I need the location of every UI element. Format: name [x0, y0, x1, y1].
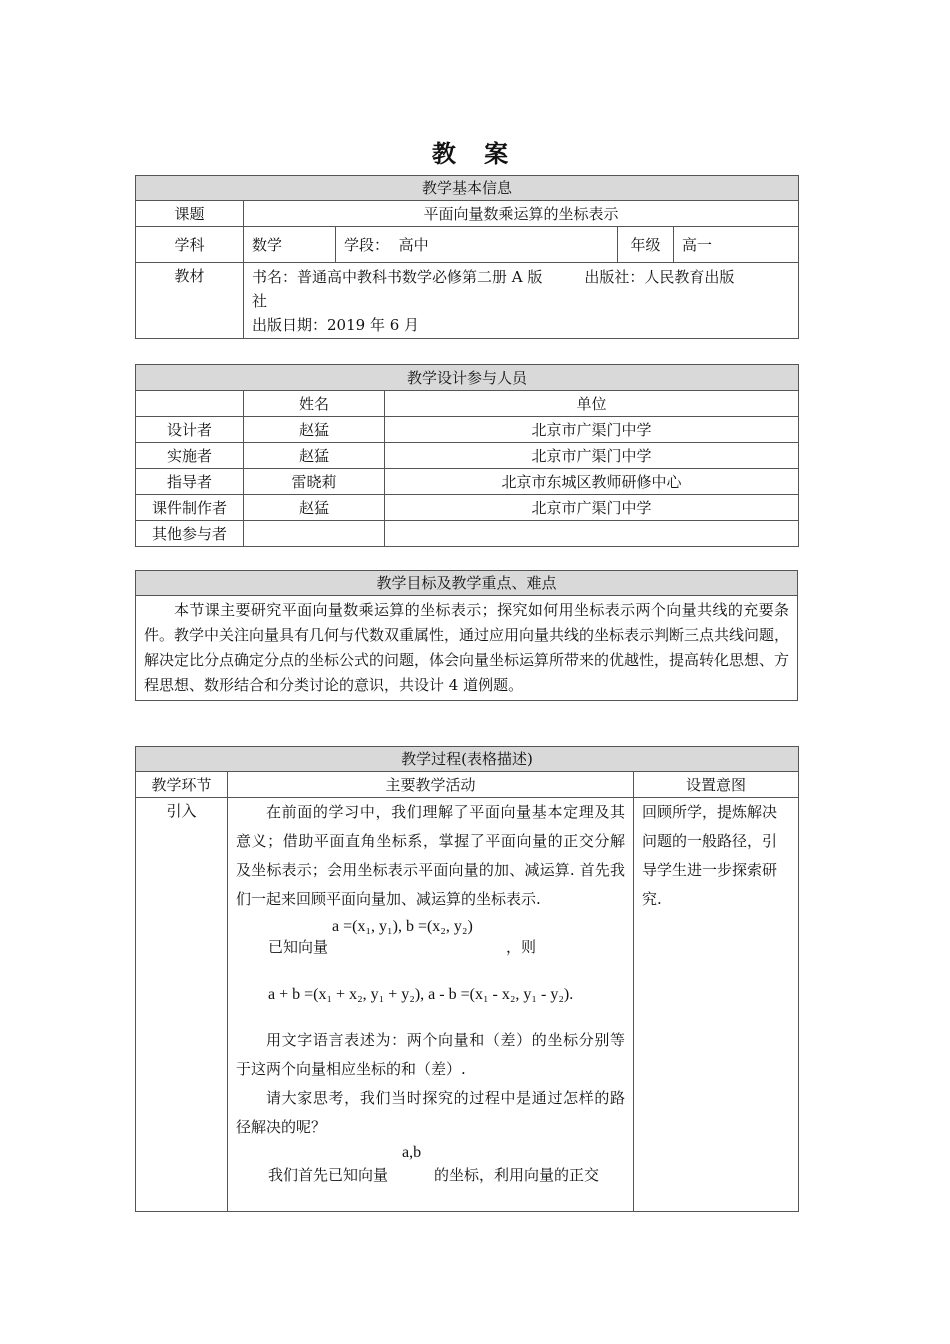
stage-cell [336, 227, 618, 263]
goals-paragraph: 本节课主要研究平面向量数乘运算的坐标表示；探究如何用坐标表示两个向量共线的充要条件。教学中关注向量具有几何与代数双重属性，通过应用向量共线的坐标表示判断三点共线问题，解决定比分点确定分点的坐标公式的问题，体会向量坐标运算所带来的优越性，提高转化思想、方程思想、数形结合和分类讨论的意识，共设计 4 道例题。 [144, 601, 790, 694]
table-row [136, 495, 799, 521]
staff-name [244, 521, 385, 547]
staff-unit: 北京市广渠门中学 [385, 495, 799, 521]
para4-prefix: 我们首先已知向量 [268, 1166, 389, 1184]
topic-label: 课题 [136, 201, 244, 227]
process-header: 教学过程(表格描述) [136, 747, 799, 772]
textbook-name: 书名：普通高中教科书数学必修第二册 A 版 [252, 268, 543, 286]
activity-para-2: 用文字语言表述为：两个向量和（差）的坐标分别等于这两个向量相应坐标的和（差）. [236, 1031, 625, 1078]
staff-role: 实施者 [136, 443, 244, 469]
process-activity [228, 798, 634, 1212]
para4-line [236, 1142, 625, 1194]
process-intent [634, 798, 799, 1212]
staff-table [135, 364, 799, 547]
known-formula: a =(x₁, y₁), b =(x₂, y₂) [332, 918, 473, 935]
table-row [136, 521, 799, 547]
staff-unit [385, 521, 799, 547]
staff-role: 指导者 [136, 469, 244, 495]
staff-header-blank [136, 391, 244, 417]
activity-para-1: 在前面的学习中，我们理解了平面向量基本定理及其意义；借助平面直角坐标系，掌握了平面向量的正交分解及坐标表示；会用坐标表示平面向量的加、减运算. 首先我们一起来回顾平面向量加、减运算的坐标表示. [236, 803, 625, 908]
sum-formula-line [236, 966, 625, 1026]
basic-info-table [135, 175, 799, 339]
known-vectors-line [236, 914, 625, 966]
process-col-intent: 设置意图 [634, 772, 799, 798]
grade-value: 高一 [674, 227, 799, 263]
subject-label: 学科 [136, 227, 244, 263]
process-stage: 引入 [136, 798, 228, 1212]
known-prefix: 已知向量 [268, 938, 329, 956]
staff-name: 赵猛 [244, 417, 385, 443]
textbook-publisher: 出版社：人民教育出版 [584, 268, 735, 286]
staff-header: 教学设计参与人员 [136, 365, 799, 391]
stage-value: 高中 [398, 235, 429, 254]
ab-formula: a,b [402, 1144, 422, 1161]
staff-name: 赵猛 [244, 495, 385, 521]
staff-name: 赵猛 [244, 443, 385, 469]
textbook-label: 教材 [136, 263, 244, 339]
intent-text: 回顾所学，提炼解决问题的一般路径，引导学生进一步探索研究. [642, 803, 778, 908]
table-row [136, 417, 799, 443]
para4-suffix: 的坐标，利用向量的正交 [434, 1166, 600, 1184]
process-table [135, 746, 799, 1212]
stage-label: 学段： [344, 235, 390, 254]
known-suffix: ，则 [506, 938, 537, 956]
document-title: 教 案 [431, 139, 519, 168]
table-row [136, 469, 799, 495]
goals-text [136, 596, 798, 701]
textbook-date: 出版日期：2019 年 6 月 [252, 316, 420, 334]
staff-unit: 北京市广渠门中学 [385, 443, 799, 469]
staff-role: 其他参与者 [136, 521, 244, 547]
process-col-stage: 教学环节 [136, 772, 228, 798]
staff-unit: 北京市广渠门中学 [385, 417, 799, 443]
goals-table [135, 570, 798, 701]
table-row [136, 443, 799, 469]
staff-col-unit: 单位 [385, 391, 799, 417]
goals-header: 教学目标及教学重点、难点 [136, 571, 798, 596]
staff-name: 雷晓莉 [244, 469, 385, 495]
textbook-publisher-cont: 社 [252, 292, 268, 310]
process-col-activity: 主要教学活动 [228, 772, 634, 798]
activity-para-3: 请大家思考，我们当时探究的过程中是通过怎样的路径解决的呢？ [236, 1089, 625, 1136]
textbook-value [244, 263, 799, 339]
staff-role: 课件制作者 [136, 495, 244, 521]
sum-formula: a + b =(x₁ + x₂, y₁ + y₂), a - b =(x₁ - x₂, y₁ - y₂). [268, 986, 574, 1003]
topic-value: 平面向量数乘运算的坐标表示 [244, 201, 799, 227]
staff-unit: 北京市东城区教师研修中心 [385, 469, 799, 495]
grade-label: 年级 [618, 227, 674, 263]
subject-value: 数学 [244, 227, 336, 263]
staff-role: 设计者 [136, 417, 244, 443]
staff-col-name: 姓名 [244, 391, 385, 417]
basic-info-header: 教学基本信息 [136, 176, 799, 201]
